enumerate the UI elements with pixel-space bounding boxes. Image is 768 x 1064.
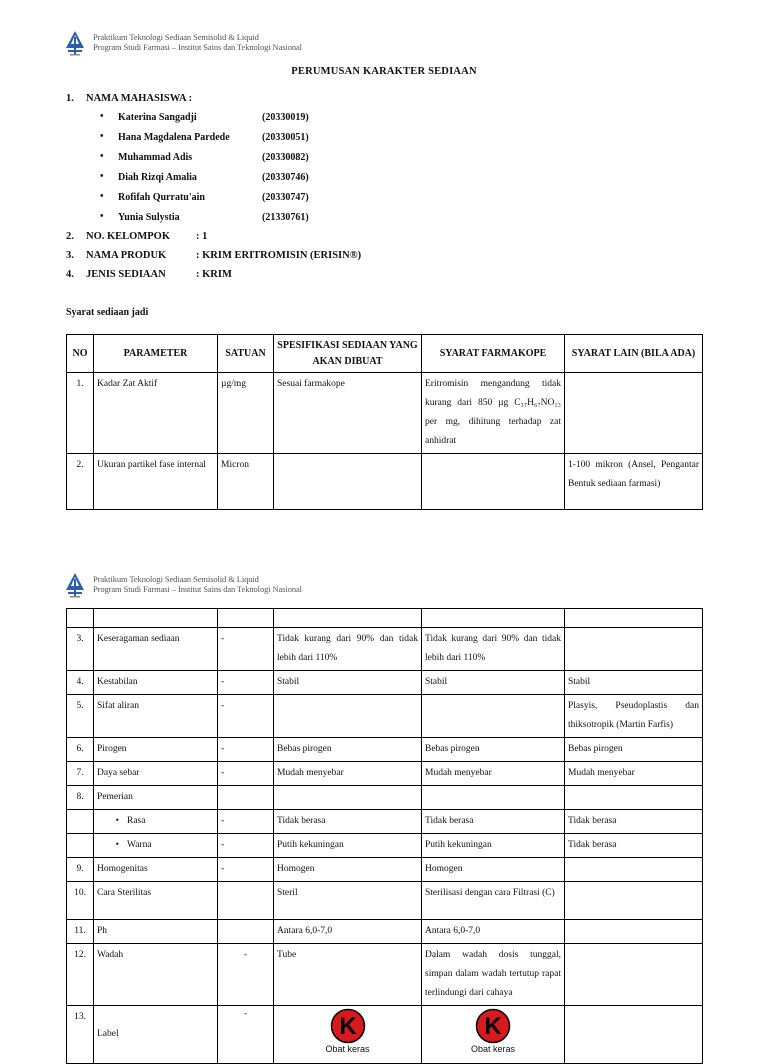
cell-parameter: Ph [94,920,218,944]
cell-lain [565,373,703,454]
cell-lain [565,628,703,671]
header-line-2: Program Studi Farmasi – Institut Sains dan Teknologi Nasional [93,42,302,52]
bullet-icon: • [100,191,104,202]
cell-spesifikasi: Bebas pirogen [274,738,422,762]
member-name: Muhammad Adis [118,152,193,163]
cell-lain: 1-100 mikron (Ansel, Pengantar Bentuk sediaan farmasi) [565,454,703,510]
cell-farmakope: Dalam wadah dosis tunggal, simpan dalam wadah tertutup rapat terlindungi dari cahaya [422,944,565,1006]
info-kelompok-label: NO. KELOMPOK [86,231,170,242]
cell-no [67,810,94,834]
cell-lain [565,882,703,920]
cell-no: 12. [67,944,94,1006]
cell-farmakope [422,373,565,454]
cell-empty [218,609,274,628]
cell-satuan: Micron [218,454,274,510]
info-jenis-label: JENIS SEDIAAN [86,269,166,280]
cell-spesifikasi [274,786,422,810]
info-kelompok-num: 2. [66,231,74,242]
col-header-no: NO [67,335,94,373]
cell-lain: Stabil [565,671,703,695]
cell-no: 8. [67,786,94,810]
obat-keras-caption: Obat keras [470,1044,516,1054]
cell-parameter: Daya sebar [94,762,218,786]
cell-parameter: Kadar Zat Aktif [94,373,218,454]
member-nim: (20330082) [262,152,309,163]
cell-parameter: Kestabilan [94,671,218,695]
header-line-2: Program Studi Farmasi – Institut Sains dan Teknologi Nasional [93,584,302,594]
cell-parameter: Ukuran partikel fase internal [94,454,218,510]
cell-satuan: - [218,834,274,858]
cell-no: 7. [67,762,94,786]
cell-spesifikasi: Stabil [274,671,422,695]
cell-lain [565,920,703,944]
cell-farmakope: Bebas pirogen [422,738,565,762]
cell-lain [565,786,703,810]
cell-farmakope: Mudah menyebar [422,762,565,786]
cell-satuan: - [218,695,274,738]
cell-spesifikasi: Antara 6,0-7,0 [274,920,422,944]
info-jenis-value: : KRIM [196,269,232,280]
table-row [67,762,703,786]
sub-parameter: Warna [127,840,152,850]
cell-no: 10. [67,882,94,920]
table-row [67,810,703,834]
cell-farmakope: Antara 6,0-7,0 [422,920,565,944]
cell-parameter: Keseragaman sediaan [94,628,218,671]
table-row [67,920,703,944]
col-header-satuan: SATUAN [218,335,274,373]
cell-satuan: - [218,738,274,762]
cell-lain: Plasyis, Pseudoplastis dan thiksotropik (Martin Farfis) [565,695,703,738]
bullet-icon: • [115,816,119,826]
cell-satuan: - [218,944,274,1006]
cell-empty [67,609,94,628]
col-header-spesifikasi: SPESIFIKASI SEDIAAN YANG AKAN DIBUAT [274,335,422,373]
cell-spesifikasi [274,1006,422,1064]
table-header-row [67,335,703,373]
requirements-table-1 [66,334,703,510]
cell-farmakope: Putih kekuningan [422,834,565,858]
obat-keras-symbol [277,1008,418,1055]
table-row [67,454,703,510]
bullet-icon: • [100,111,104,122]
info-kelompok-value: : 1 [196,231,208,242]
cell-spesifikasi: Tube [274,944,422,1006]
cell-lain: Tidak berasa [565,834,703,858]
cell-parameter: Cara Sterilitas [94,882,218,920]
cell-farmakope [422,695,565,738]
table-row [67,671,703,695]
obat-keras-k-icon [475,1008,511,1044]
cell-parameter: Label [94,1006,218,1064]
cell-farmakope: Stabil [422,671,565,695]
header-line-1: Praktikum Teknologi Sediaan Semisolid & Liquid [93,574,259,584]
cell-parameter: Wadah [94,944,218,1006]
cell-lain [565,944,703,1006]
bullet-icon: • [100,151,104,162]
institution-logo-icon [64,572,86,600]
cell-parameter [94,834,218,858]
cell-spesifikasi: Mudah menyebar [274,762,422,786]
cell-farmakope [422,454,565,510]
table-row [67,738,703,762]
section-label: Syarat sediaan jadi [66,307,149,318]
cell-parameter [94,810,218,834]
table-row [67,834,703,858]
obat-keras-caption: Obat keras [325,1044,370,1054]
cell-no: 9. [67,858,94,882]
col-header-parameter: PARAMETER [94,335,218,373]
member-name: Diah Rizqi Amalia [118,172,197,183]
cell-lain: Tidak berasa [565,810,703,834]
page-title: PERUMUSAN KARAKTER SEDIAAN [291,66,477,77]
cell-satuan [218,882,274,920]
cell-spesifikasi: Tidak berasa [274,810,422,834]
info-produk-label: NAMA PRODUK [86,250,167,261]
bullet-icon: • [100,131,104,142]
bullet-icon: • [115,840,119,850]
member-nim: (20330746) [262,172,309,183]
k-letter: K [338,1013,357,1040]
bullet-icon: • [100,171,104,182]
cell-no: 2. [67,454,94,510]
cell-spesifikasi [274,695,422,738]
cell-spesifikasi: Sesuai farmakope [274,373,422,454]
institution-logo-icon [64,30,86,58]
member-name: Hana Magdalena Pardede [118,132,230,143]
cell-spesifikasi: Putih kekuningan [274,834,422,858]
cell-satuan: - [218,858,274,882]
cell-no: 3. [67,628,94,671]
cell-empty [565,609,703,628]
table-row [67,373,703,454]
cell-empty [274,609,422,628]
cell-parameter: Sifat aliran [94,695,218,738]
obat-keras-k-icon [330,1008,366,1044]
member-nim: (20330051) [262,132,309,143]
cell-farmakope [422,1006,565,1064]
cell-satuan: µg/mg [218,373,274,454]
table-row [67,786,703,810]
table-row [67,695,703,738]
cell-farmakope: Homogen [422,858,565,882]
cell-lain: Mudah menyebar [565,762,703,786]
member-nim: (20330747) [262,192,309,203]
cell-no: 1. [67,373,94,454]
cell-satuan: - [218,671,274,695]
info-mahasiswa-label: NAMA MAHASISWA : [86,93,193,104]
farmakope-text-post: per mg, dihitung terhadap zat anhidrat [425,417,561,446]
cell-parameter: Pirogen [94,738,218,762]
cell-spesifikasi: Steril [274,882,422,920]
member-nim: (20330019) [262,112,309,123]
table-blank-row [67,609,703,628]
cell-no: 13. [67,1006,94,1064]
cell-parameter: Homogenitas [94,858,218,882]
cell-no: 11. [67,920,94,944]
table-row [67,858,703,882]
bullet-icon: • [100,211,104,222]
cell-lain [565,1006,703,1064]
cell-empty [94,609,218,628]
table-row [67,1006,703,1064]
member-name: Rofifah Qurratu'ain [118,192,205,203]
cell-lain [565,858,703,882]
col-header-farmakope: SYARAT FARMAKOPE [422,335,565,373]
cell-satuan: - [218,762,274,786]
cell-no: 4. [67,671,94,695]
info-jenis-num: 4. [66,269,74,280]
cell-parameter: Pemerian [94,786,218,810]
cell-satuan: - [218,810,274,834]
table-row [67,628,703,671]
info-produk-num: 3. [66,250,74,261]
info-mahasiswa-num: 1. [66,93,74,104]
farmakope-text-pre: Eritromisin mengandung tidak kurang dari 850 µg [425,379,561,408]
cell-spesifikasi: Homogen [274,858,422,882]
cell-satuan: - [218,628,274,671]
info-produk-value: : KRIM ERITROMISIN (ERISIN®) [196,250,362,261]
cell-lain: Bebas pirogen [565,738,703,762]
member-nim: (21330761) [262,212,309,223]
member-name: Yunia Sulystia [118,212,180,223]
cell-satuan [218,786,274,810]
page-header-1 [64,30,302,58]
cell-no: 5. [67,695,94,738]
table-row [67,944,703,1006]
header-line-1: Praktikum Teknologi Sediaan Semisolid & Liquid [93,32,259,42]
cell-no: 6. [67,738,94,762]
cell-farmakope: Sterilisasi dengan cara Filtrasi (C) [422,882,565,920]
obat-keras-symbol [425,1008,561,1055]
cell-satuan: - [218,1006,274,1064]
cell-satuan [218,920,274,944]
cell-farmakope: Tidak kurang dari 90% dan tidak lebih dari 110% [422,628,565,671]
member-name: Katerina Sangadji [118,112,197,123]
cell-spesifikasi: Tidak kurang dari 90% dan tidak lebih dari 110% [274,628,422,671]
cell-farmakope [422,786,565,810]
cell-no [67,834,94,858]
table-row [67,882,703,920]
cell-farmakope: Tidak berasa [422,810,565,834]
chemical-formula: C₃₇H₆₇NO₁₃ [514,398,561,408]
requirements-table-2 [66,608,703,1064]
page-header-2 [64,572,302,600]
cell-spesifikasi [274,454,422,510]
col-header-lain: SYARAT LAIN (BILA ADA) [565,335,703,373]
sub-parameter: Rasa [127,816,146,826]
cell-empty [422,609,565,628]
k-letter: K [484,1013,502,1040]
